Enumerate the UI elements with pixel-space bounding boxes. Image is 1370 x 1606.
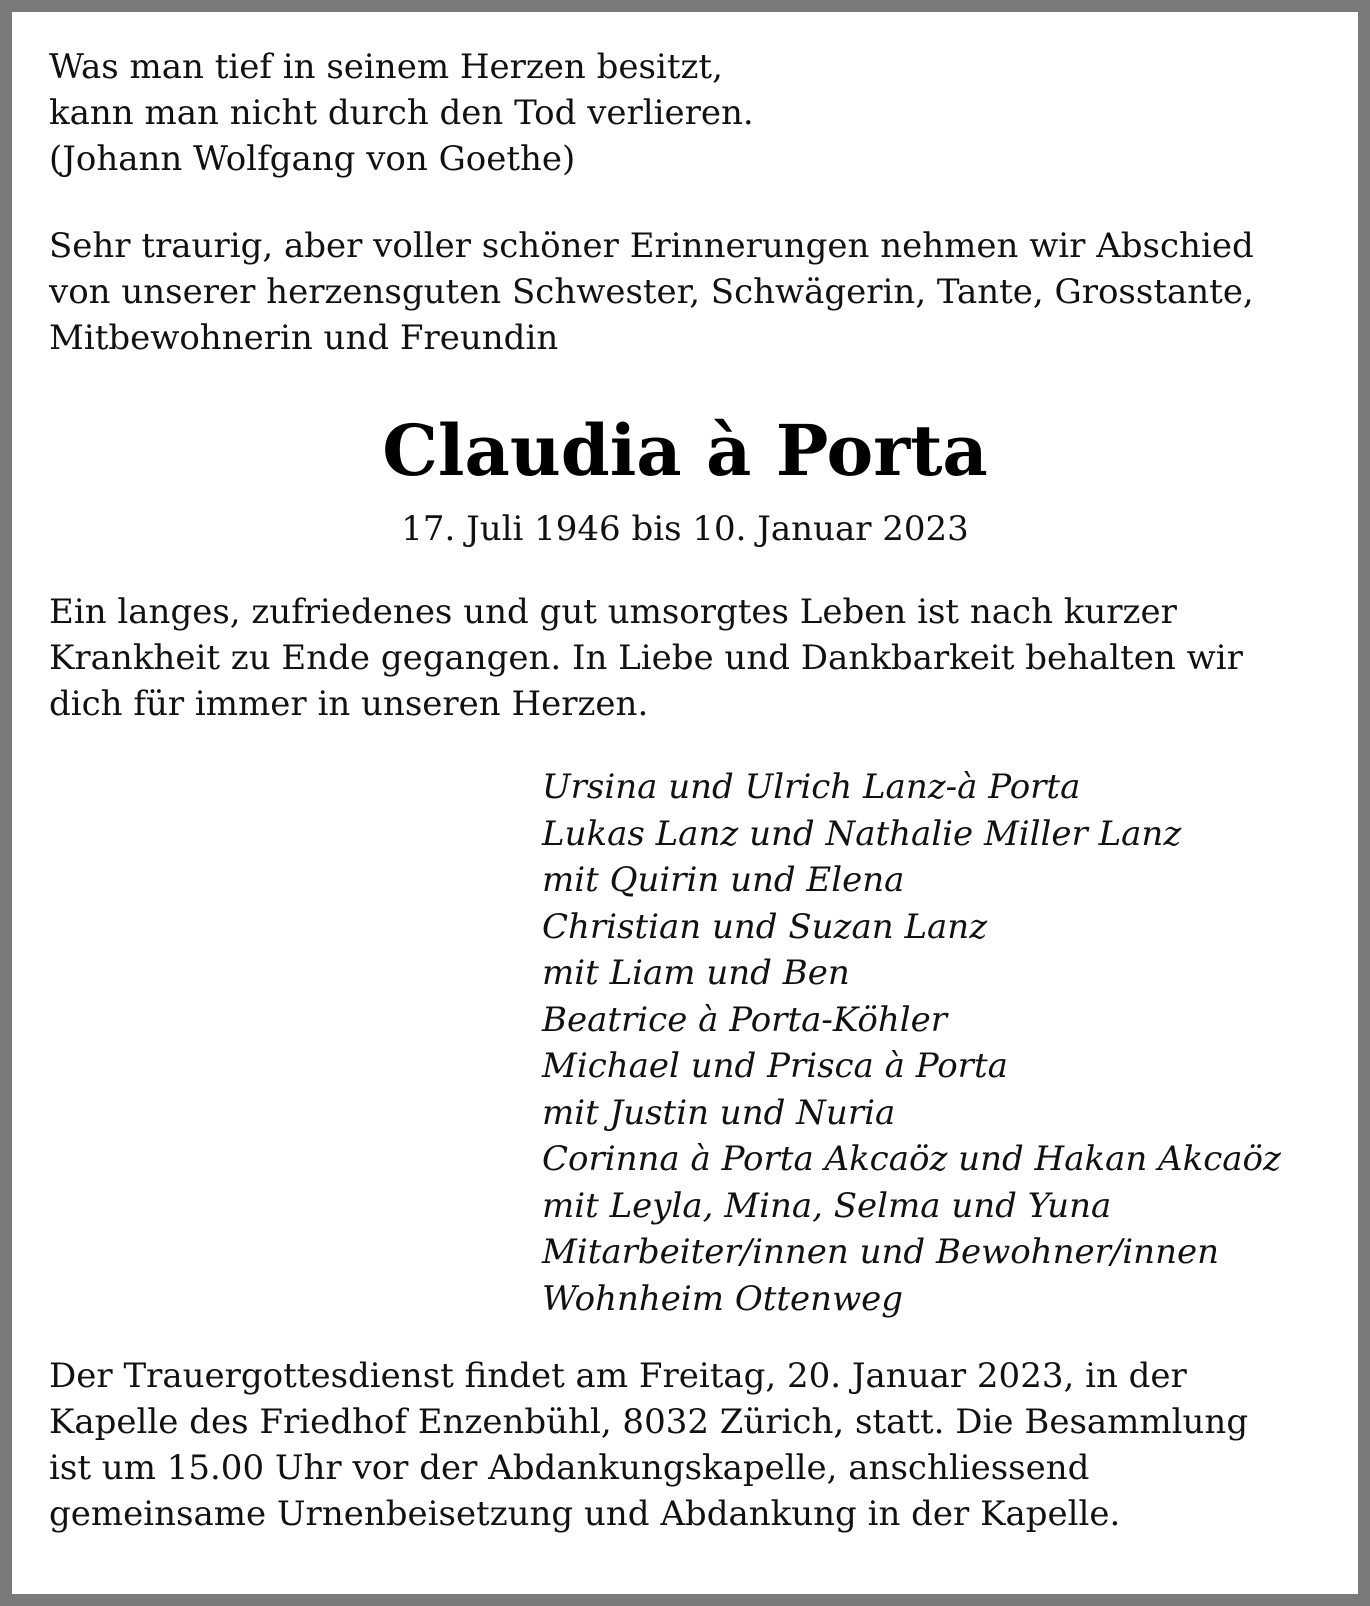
life-dates: 17. Juli 1946 bis 10. Januar 2023 bbox=[401, 509, 969, 549]
mourner-line: mit Quirin und Elena bbox=[542, 860, 905, 900]
mourner-line: Mitarbeiter/innen und Bewohner/innen bbox=[542, 1232, 1219, 1272]
mourner-line: mit Liam und Ben bbox=[542, 953, 850, 993]
service-line: Der Trauergottesdienst findet am Freitag, 20. Januar 2023, in der bbox=[49, 1356, 1187, 1396]
mourner-line: Wohnheim Ottenweg bbox=[542, 1278, 904, 1319]
intro-line: Mitbewohnerin und Freundin bbox=[49, 318, 559, 358]
service-line: ist um 15.00 Uhr vor der Abdankungskapelle, anschliessend bbox=[49, 1448, 1090, 1488]
service-paragraph bbox=[49, 1353, 1329, 1537]
mourner-line: Christian und Suzan Lanz bbox=[542, 906, 988, 947]
message-line: dich für immer in unseren Herzen. bbox=[49, 684, 649, 724]
intro-line: Sehr traurig, aber voller schöner Erinnerungen nehmen wir Abschied bbox=[49, 226, 1254, 266]
service-line: Kapelle des Friedhof Enzenbühl, 8032 Zürich, statt. Die Besammlung bbox=[49, 1402, 1249, 1442]
deceased-name: Claudia à Porta bbox=[382, 409, 988, 492]
obituary-notice bbox=[12, 12, 1358, 1594]
mourner-line: Corinna à Porta Akcaöz und Hakan Akcaöz bbox=[542, 1139, 1281, 1179]
mourner-line: Ursina und Ulrich Lanz-à Porta bbox=[542, 767, 1081, 807]
message-line: Ein langes, zufriedenes und gut umsorgtes Leben ist nach kurzer bbox=[49, 592, 1177, 632]
mourner-line: mit Leyla, Mina, Selma und Yuna bbox=[542, 1185, 1112, 1226]
mourners-list bbox=[542, 764, 1281, 1322]
goethe-quote bbox=[49, 44, 1329, 182]
intro-line: von unserer herzensguten Schwester, Schwägerin, Tante, Grosstante, bbox=[49, 272, 1254, 312]
intro-paragraph bbox=[49, 223, 1329, 361]
message-line: Krankheit zu Ende gegangen. In Liebe und Dankbarkeit behalten wir bbox=[49, 638, 1243, 678]
mourner-line: Michael und Prisca à Porta bbox=[542, 1046, 1008, 1086]
mourner-line: Lukas Lanz und Nathalie Miller Lanz bbox=[542, 813, 1182, 854]
mourner-line: Beatrice à Porta-Köhler bbox=[542, 999, 947, 1040]
mourner-line: mit Justin und Nuria bbox=[542, 1092, 896, 1133]
quote-attribution: (Johann Wolfgang von Goethe) bbox=[49, 139, 576, 179]
message-paragraph bbox=[49, 589, 1329, 727]
service-line: gemeinsame Urnenbeisetzung und Abdankung in der Kapelle. bbox=[49, 1494, 1121, 1534]
quote-line: Was man tief in seinem Herzen besitzt, bbox=[49, 47, 723, 87]
quote-line: kann man nicht durch den Tod verlieren. bbox=[49, 93, 754, 133]
